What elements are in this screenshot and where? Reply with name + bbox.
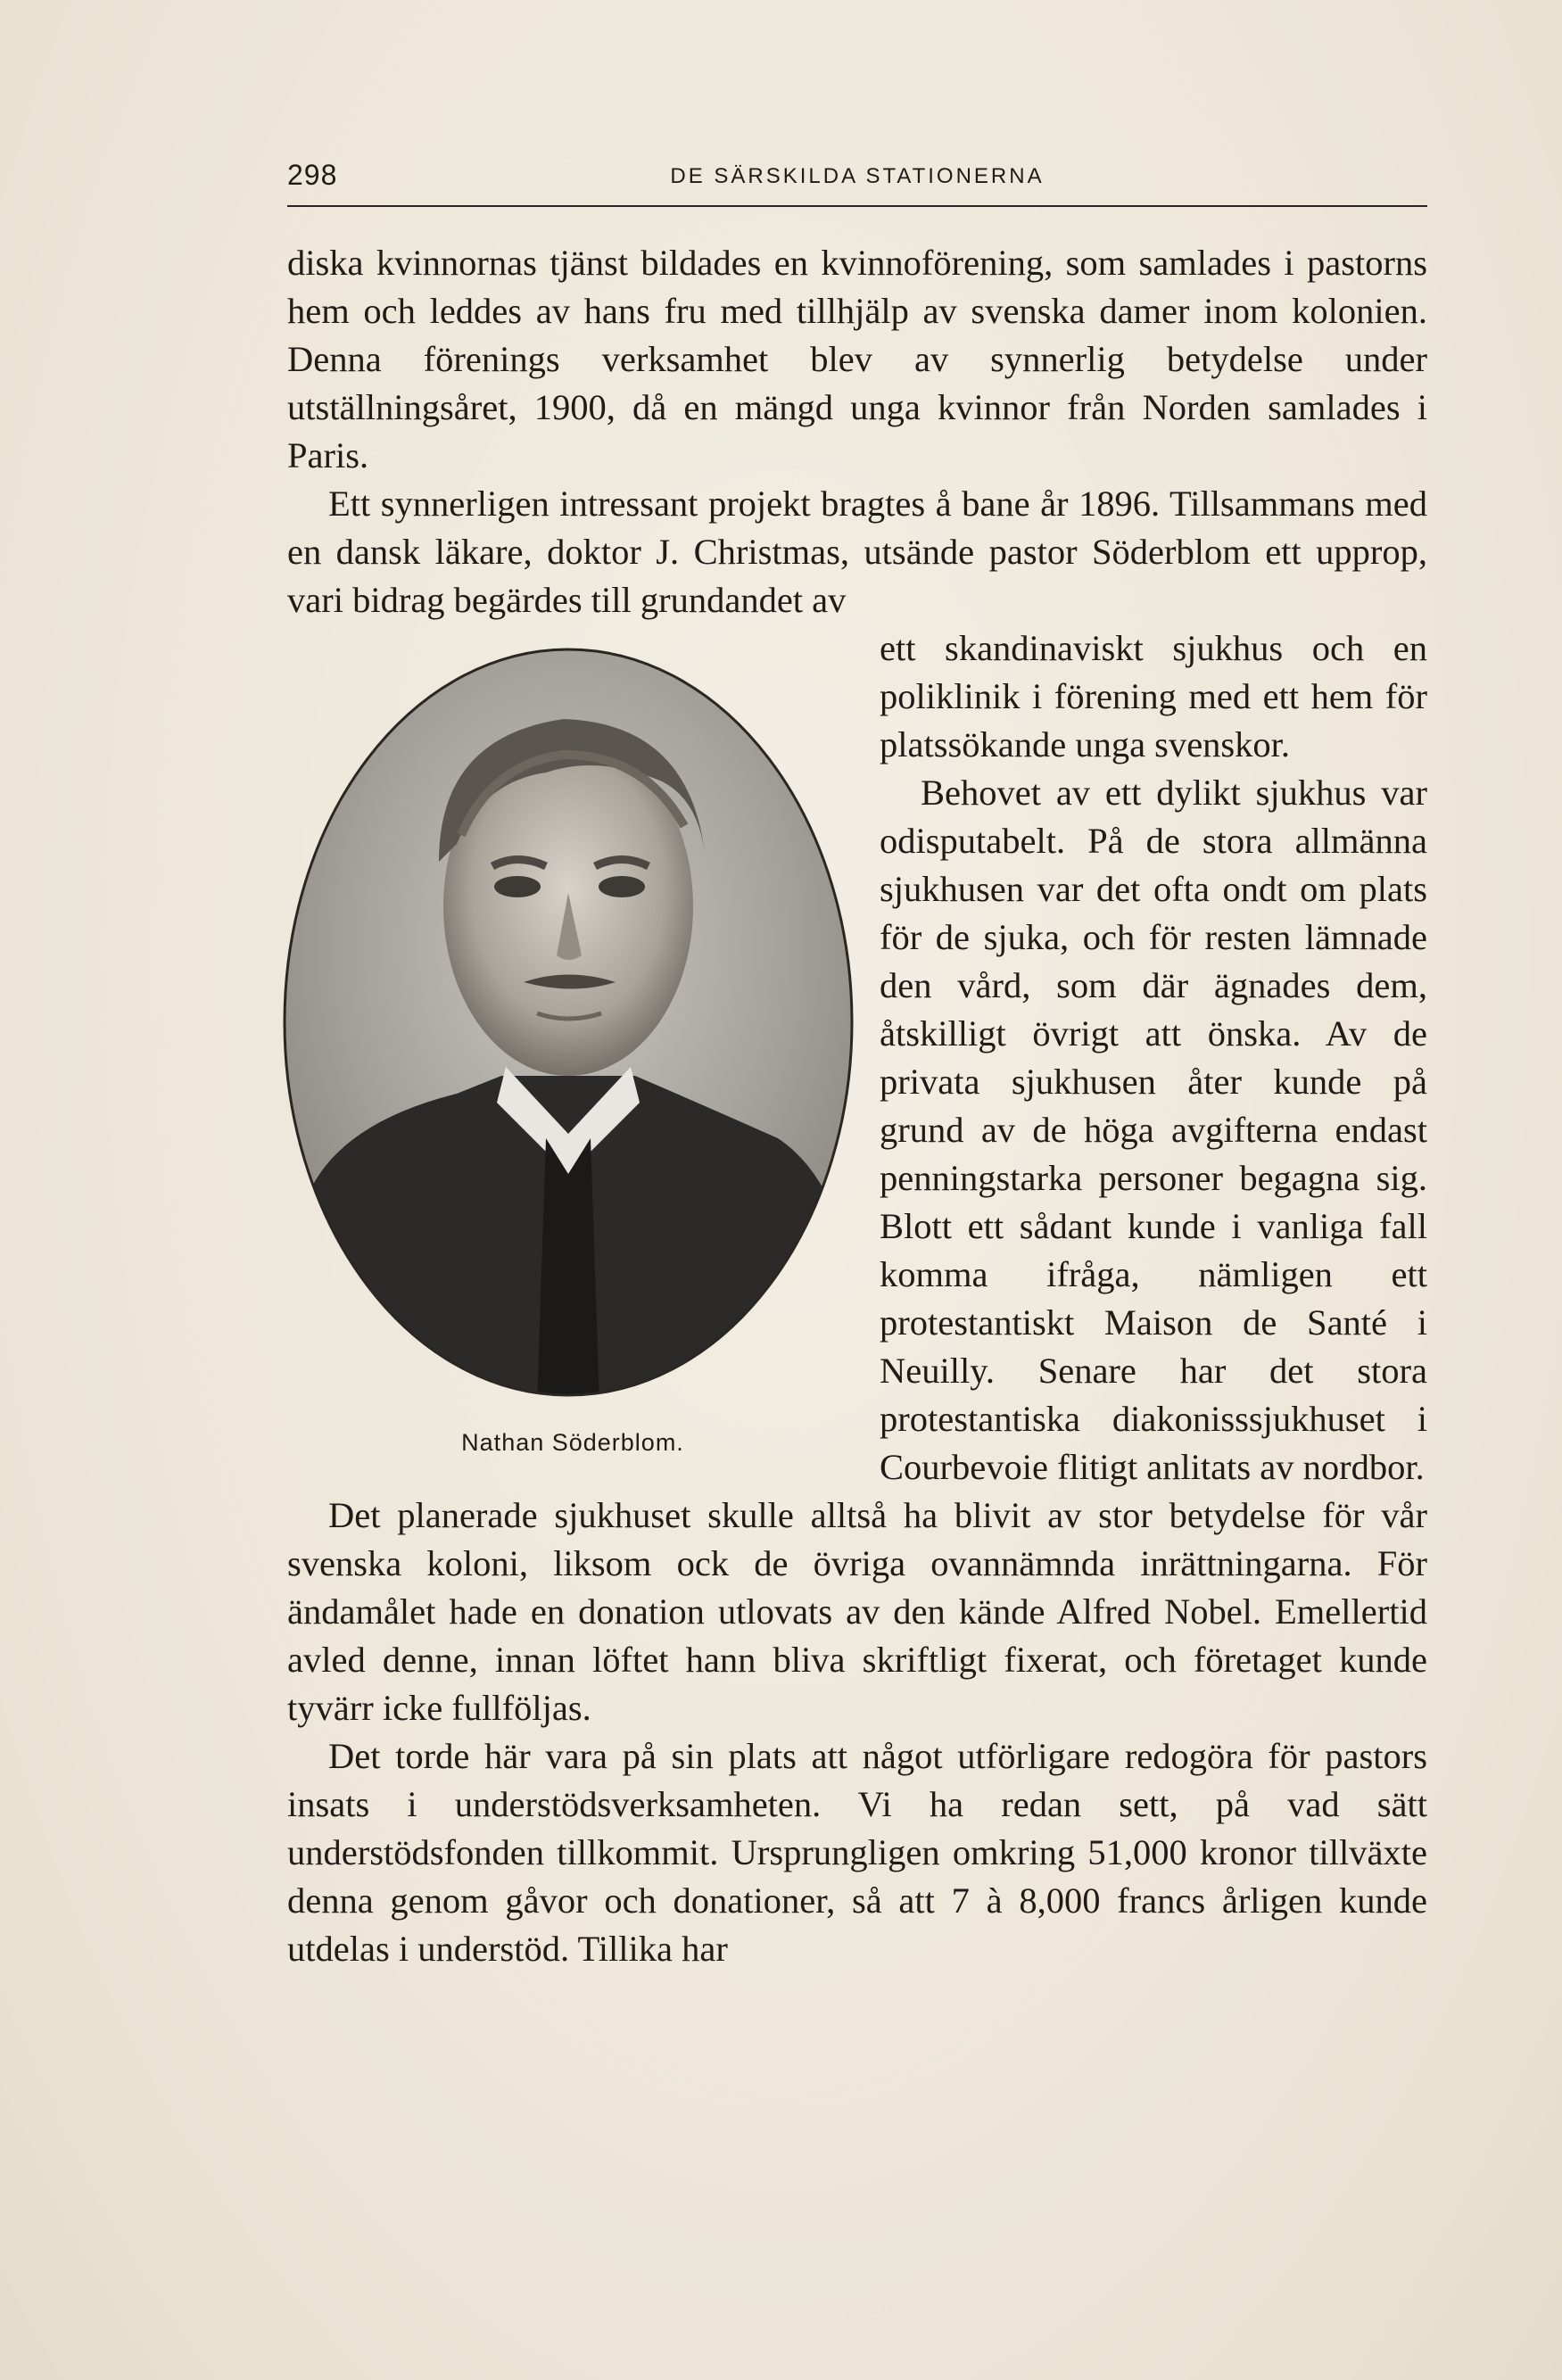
paragraph-5: Det torde här vara på sin plats att något utförligare redogöra för pastors insats i understödsverksamheten. Vi ha redan sett, på vad sätt understödsfonden tillkommit. Ursprungligen omkring 51,000 kronor tillväxte denna genom gåvor och donationer, så att 7 à 8,000 francs årligen kunde utdelas i understöd. Tillika har: [287, 1736, 1427, 1969]
paragraph-1: diska kvinnornas tjänst bildades en kvinnoförening, som samlades i pastorns hem och leddes av hans fru med tillhjälp av svenska damer inom kolonien. Denna förenings verksamhet blev av synnerlig betydelse under utställningsåret, 1900, då en mängd unga kvinnor från Norden samlades i Paris.: [287, 243, 1427, 475]
paragraph-4: Det planerade sjukhuset skulle alltså ha blivit av stor betydelse för vår svenska koloni, liksom ock de övriga ovannämnda inrättningarna. För ändamålet hade en donation utlovats av den kände Alfred Nobel. Emellertid avled denne, innan löftet hann bliva skriftligt fixerat, och företaget kunde tyvärr icke fullföljas.: [287, 1495, 1427, 1728]
page-number: 298: [287, 159, 338, 191]
portrait-photo: [278, 639, 858, 1406]
body-text: [287, 239, 1427, 1973]
paragraph-2-lead: Ett synnerligen intressant projekt bragtes å bane år 1896. Tillsammans med en dansk läkare, doktor J. Christmas, utsände pastor Söderblom ett upprop, vari bidrag begärdes till grundandet av: [287, 483, 1427, 620]
paragraph-2-rest: ett skandinaviskt sjukhus och en poliklinik i förening med ett hem för platssökande unga svenskor.: [880, 628, 1427, 764]
portrait-figure: [278, 624, 867, 1481]
paragraph-3: Behovet av ett dylikt sjukhus var odisputabelt. På de stora allmänna sjukhusen var det ofta ondt om plats för de sjuka, och för resten lämnade den vård, som där ägnades dem, åtskilligt övrigt att önska. Av de privata sjukhusen åter kunde på grund av de höga avgifterna endast penningstarka personer begagna sig. Blott ett sådant kunde i vanliga fall komma ifråga, nämligen ett protestantiskt Maison de Santé i Neuilly. Senare har det stora protestantiska diakonisssjukhuset i Courbevoie flitigt anlitats av nordbor.: [880, 773, 1427, 1487]
paragraph-2: [287, 480, 1427, 624]
page-header: [287, 153, 1427, 207]
running-head: DE SÄRSKILDA STATIONERNA: [670, 164, 1045, 188]
portrait-caption: Nathan Söderblom.: [461, 1429, 684, 1456]
